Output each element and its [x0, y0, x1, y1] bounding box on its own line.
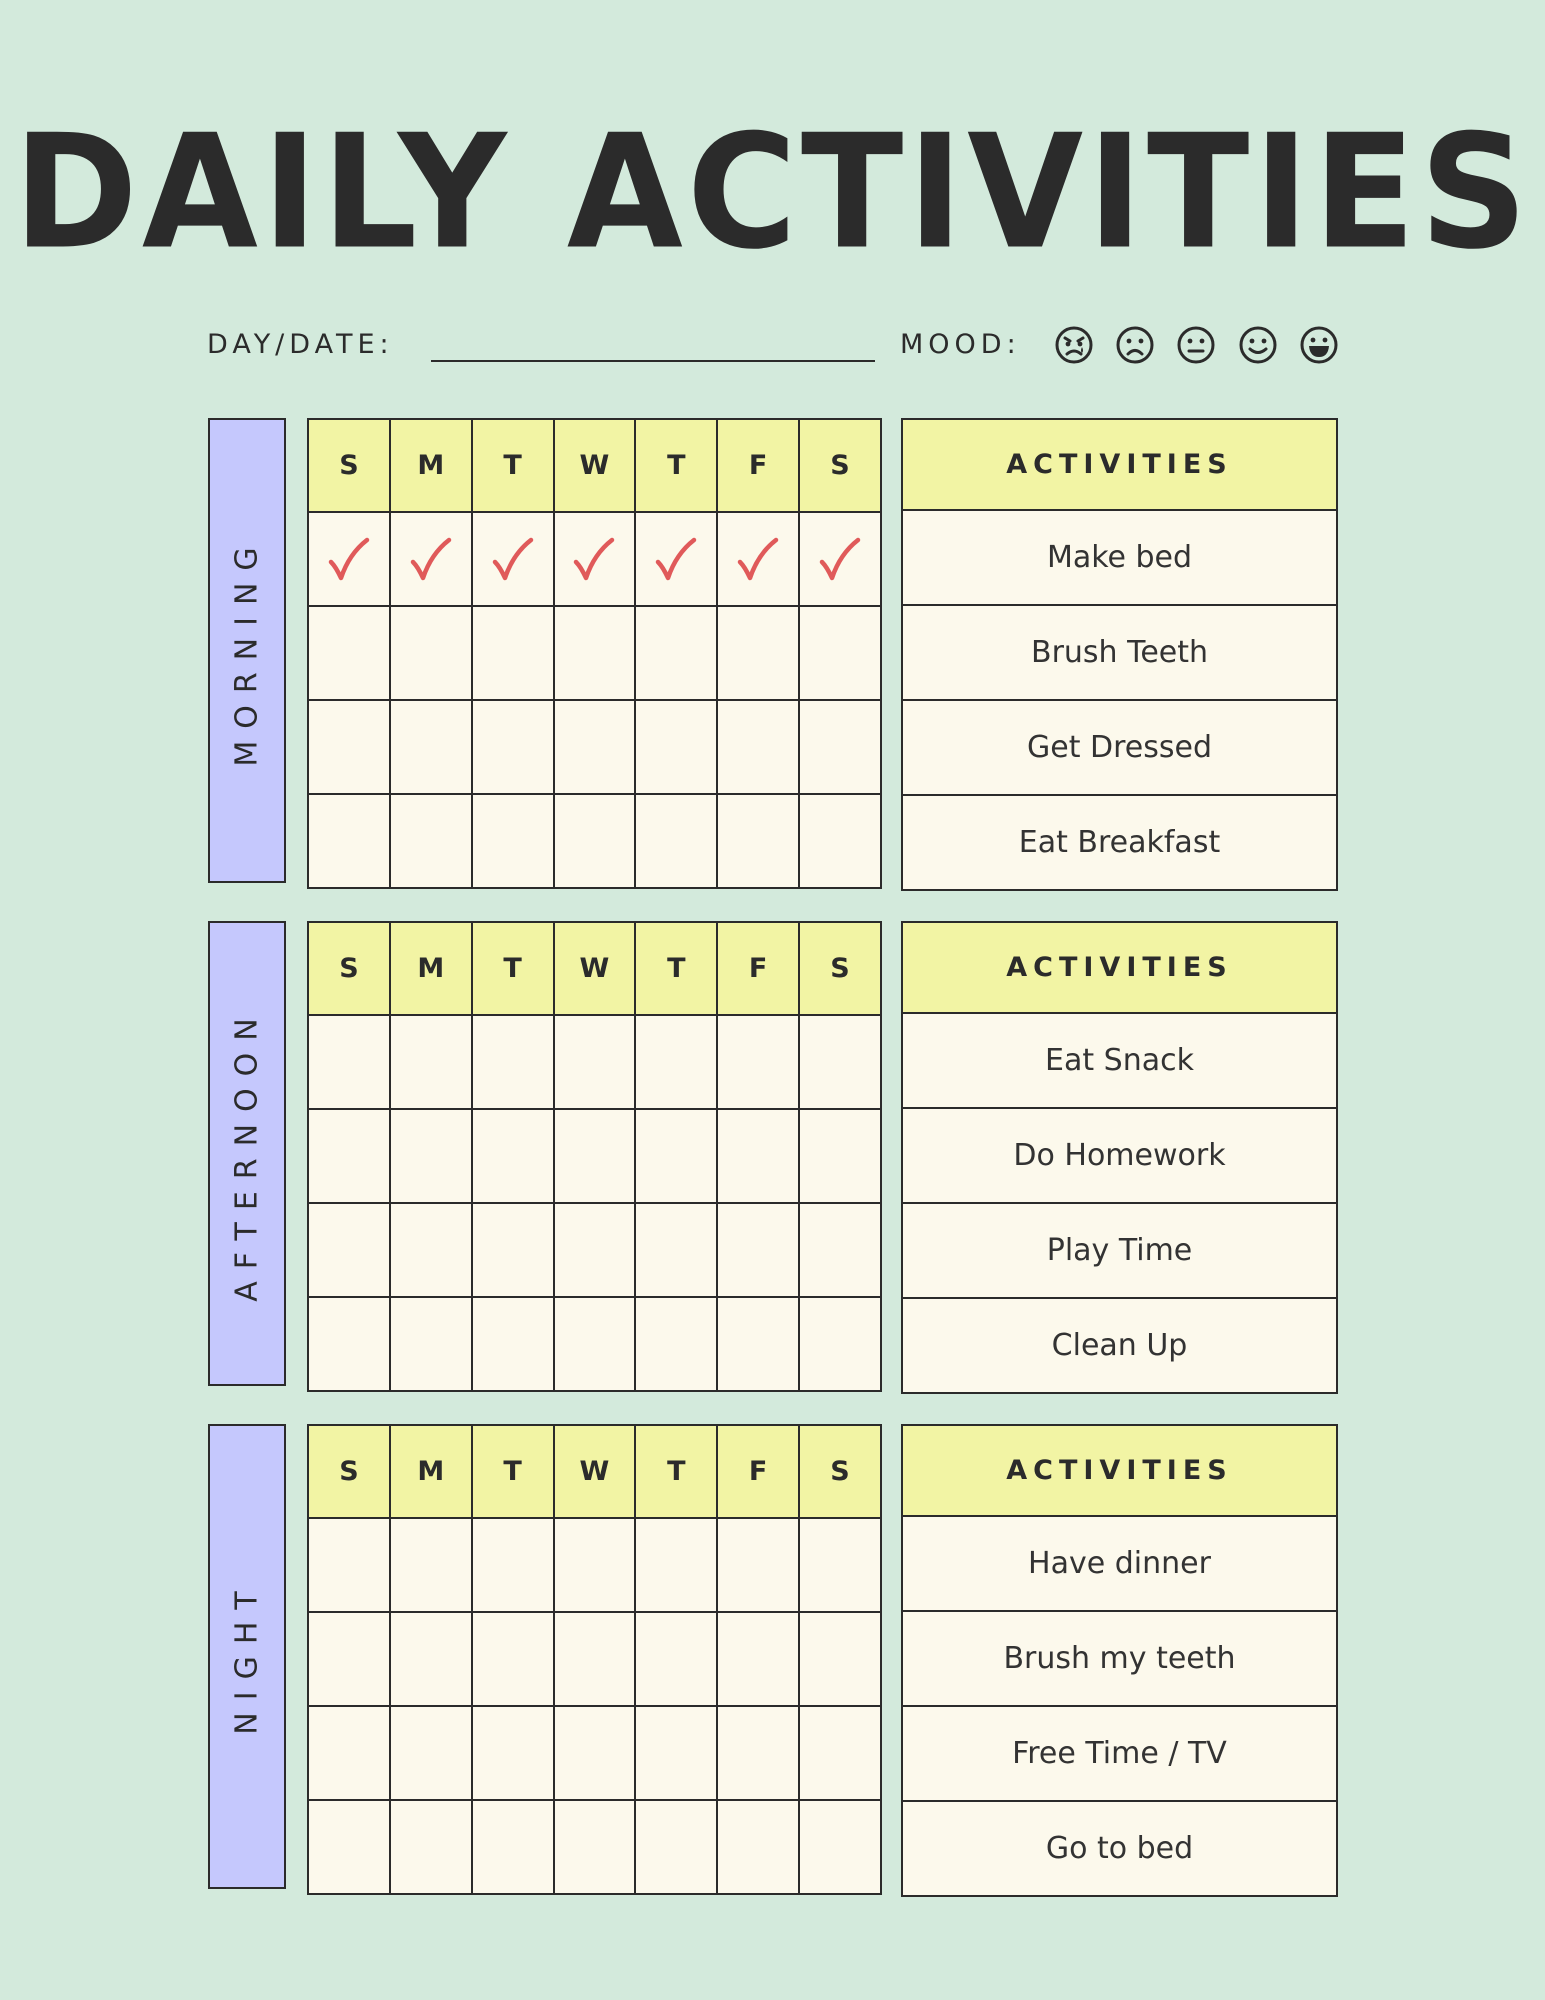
check-cell[interactable] [390, 794, 472, 888]
check-cell[interactable] [799, 512, 881, 606]
check-cell[interactable] [717, 700, 799, 794]
check-cell[interactable] [717, 606, 799, 700]
tracker-row [308, 1203, 881, 1297]
check-cell[interactable] [472, 1800, 554, 1894]
tracker-row [308, 1706, 881, 1800]
activity-item: Eat Breakfast [902, 795, 1337, 890]
check-cell[interactable] [308, 1203, 390, 1297]
activity-item: Get Dressed [902, 700, 1337, 795]
activity-item: Make bed [902, 510, 1337, 605]
check-cell[interactable] [799, 1800, 881, 1894]
check-cell[interactable] [390, 1297, 472, 1391]
crying-face-icon[interactable] [1054, 325, 1094, 365]
check-cell[interactable] [308, 1109, 390, 1203]
checkmark-icon [491, 536, 535, 582]
tracker-row [308, 606, 881, 700]
day-header-row [308, 419, 881, 512]
check-cell[interactable] [390, 1015, 472, 1109]
checkmark-icon [818, 536, 862, 582]
check-cell[interactable] [308, 1015, 390, 1109]
day-header: S [799, 419, 881, 512]
check-cell[interactable] [308, 606, 390, 700]
check-cell[interactable] [717, 794, 799, 888]
check-cell[interactable] [554, 1518, 636, 1612]
check-cell[interactable] [390, 512, 472, 606]
check-cell[interactable] [390, 1612, 472, 1706]
day-header: T [472, 419, 554, 512]
activity-item: Have dinner [902, 1516, 1337, 1611]
mood-label: MOOD: [900, 329, 1021, 360]
check-cell[interactable] [554, 1015, 636, 1109]
day-header: S [308, 922, 390, 1015]
check-cell[interactable] [472, 1612, 554, 1706]
checkmark-icon [736, 536, 780, 582]
check-cell[interactable] [472, 794, 554, 888]
check-cell[interactable] [390, 1109, 472, 1203]
check-cell[interactable] [472, 1203, 554, 1297]
check-cell[interactable] [635, 1015, 717, 1109]
checkmark-icon [327, 536, 371, 582]
frowning-face-icon[interactable] [1115, 325, 1155, 365]
day-header: F [717, 1425, 799, 1518]
activity-item: Do Homework [902, 1108, 1337, 1203]
check-cell[interactable] [717, 1297, 799, 1391]
check-cell[interactable] [308, 1297, 390, 1391]
check-cell[interactable] [635, 1203, 717, 1297]
check-cell[interactable] [717, 1612, 799, 1706]
check-cell[interactable] [554, 1800, 636, 1894]
check-cell[interactable] [799, 1203, 881, 1297]
check-cell[interactable] [635, 1706, 717, 1800]
day-header: M [390, 922, 472, 1015]
check-cell[interactable] [308, 1612, 390, 1706]
check-cell[interactable] [390, 1800, 472, 1894]
check-cell[interactable] [799, 700, 881, 794]
check-cell[interactable] [799, 1297, 881, 1391]
day-header: W [554, 922, 636, 1015]
check-cell[interactable] [635, 512, 717, 606]
check-cell[interactable] [635, 1518, 717, 1612]
check-cell[interactable] [308, 700, 390, 794]
check-cell[interactable] [717, 1800, 799, 1894]
check-cell[interactable] [472, 700, 554, 794]
checkmark-icon [409, 536, 453, 582]
day-header: M [390, 1425, 472, 1518]
day-header-row [308, 922, 881, 1015]
check-cell[interactable] [554, 700, 636, 794]
check-cell[interactable] [799, 794, 881, 888]
check-cell[interactable] [717, 1706, 799, 1800]
section-label-night [208, 1424, 286, 1889]
day-header: S [799, 1425, 881, 1518]
activity-item: Brush my teeth [902, 1611, 1337, 1706]
check-cell[interactable] [799, 1015, 881, 1109]
checkmark-icon [654, 536, 698, 582]
activity-item: Eat Snack [902, 1013, 1337, 1108]
day-date-field[interactable] [431, 360, 875, 362]
section-label-text: AFTERNOON [229, 1005, 265, 1302]
activities-header: ACTIVITIES [902, 419, 1337, 510]
check-cell[interactable] [390, 1706, 472, 1800]
activity-item: Go to bed [902, 1801, 1337, 1896]
activity-item: Free Time / TV [902, 1706, 1337, 1801]
check-cell[interactable] [308, 1518, 390, 1612]
check-cell[interactable] [472, 1109, 554, 1203]
day-header: T [635, 419, 717, 512]
tracker-row [308, 1800, 881, 1894]
check-cell[interactable] [635, 794, 717, 888]
tracker-row [308, 794, 881, 888]
check-cell[interactable] [472, 1706, 554, 1800]
check-cell[interactable] [554, 1612, 636, 1706]
neutral-face-icon[interactable] [1176, 325, 1216, 365]
day-header: F [717, 419, 799, 512]
check-cell[interactable] [799, 1109, 881, 1203]
check-cell[interactable] [799, 1612, 881, 1706]
check-cell[interactable] [472, 1518, 554, 1612]
check-cell[interactable] [799, 1706, 881, 1800]
day-date-label: DAY/DATE: [207, 329, 394, 360]
tracker-grid-morning [307, 418, 882, 889]
check-cell[interactable] [554, 1706, 636, 1800]
section-label-text: NIGHT [229, 1578, 265, 1735]
tracker-row [308, 1109, 881, 1203]
day-header: T [472, 1425, 554, 1518]
tracker-grid-night [307, 1424, 882, 1895]
check-cell[interactable] [390, 606, 472, 700]
check-cell[interactable] [308, 1800, 390, 1894]
check-cell[interactable] [554, 1109, 636, 1203]
check-cell[interactable] [472, 512, 554, 606]
check-cell[interactable] [554, 512, 636, 606]
section-label-text: MORNING [229, 534, 265, 767]
check-cell[interactable] [717, 512, 799, 606]
section-label-afternoon [208, 921, 286, 1386]
activity-item: Clean Up [902, 1298, 1337, 1393]
check-cell[interactable] [472, 606, 554, 700]
check-cell[interactable] [799, 606, 881, 700]
tracker-row [308, 700, 881, 794]
tracker-row [308, 1015, 881, 1109]
check-cell[interactable] [635, 1800, 717, 1894]
check-cell[interactable] [554, 1203, 636, 1297]
check-cell[interactable] [635, 1612, 717, 1706]
tracker-row [308, 1612, 881, 1706]
check-cell[interactable] [308, 794, 390, 888]
tracker-row [308, 1297, 881, 1391]
activities-table-night [901, 1424, 1338, 1897]
check-cell[interactable] [390, 1203, 472, 1297]
check-cell[interactable] [390, 700, 472, 794]
day-header: T [635, 922, 717, 1015]
day-header: F [717, 922, 799, 1015]
check-cell[interactable] [472, 1015, 554, 1109]
section-label-morning [208, 418, 286, 883]
check-cell[interactable] [390, 1518, 472, 1612]
check-cell[interactable] [717, 1518, 799, 1612]
check-cell[interactable] [635, 1297, 717, 1391]
check-cell[interactable] [717, 1109, 799, 1203]
check-cell[interactable] [717, 1203, 799, 1297]
activity-item: Brush Teeth [902, 605, 1337, 700]
check-cell[interactable] [554, 794, 636, 888]
day-header: T [472, 922, 554, 1015]
activities-header: ACTIVITIES [902, 1425, 1337, 1516]
check-cell[interactable] [635, 606, 717, 700]
smiling-face-icon[interactable] [1238, 325, 1278, 365]
day-header: W [554, 1425, 636, 1518]
tracker-row [308, 1518, 881, 1612]
check-cell[interactable] [635, 700, 717, 794]
tracker-grid-afternoon [307, 921, 882, 1392]
activity-item: Play Time [902, 1203, 1337, 1298]
day-header: M [390, 419, 472, 512]
day-header: S [799, 922, 881, 1015]
page-title: DAILY ACTIVITIES [13, 101, 1532, 285]
check-cell[interactable] [717, 1015, 799, 1109]
day-header: T [635, 1425, 717, 1518]
day-header: S [308, 419, 390, 512]
activities-table-morning [901, 418, 1338, 891]
activities-table-afternoon [901, 921, 1338, 1394]
tracker-row [308, 512, 881, 606]
check-cell[interactable] [635, 1109, 717, 1203]
grinning-face-icon[interactable] [1299, 325, 1339, 365]
check-cell[interactable] [799, 1518, 881, 1612]
check-cell[interactable] [472, 1297, 554, 1391]
check-cell[interactable] [554, 606, 636, 700]
checkmark-icon [572, 536, 616, 582]
activities-header: ACTIVITIES [902, 922, 1337, 1013]
day-header: W [554, 419, 636, 512]
day-header-row [308, 1425, 881, 1518]
check-cell[interactable] [308, 1706, 390, 1800]
check-cell[interactable] [308, 512, 390, 606]
check-cell[interactable] [554, 1297, 636, 1391]
day-header: S [308, 1425, 390, 1518]
